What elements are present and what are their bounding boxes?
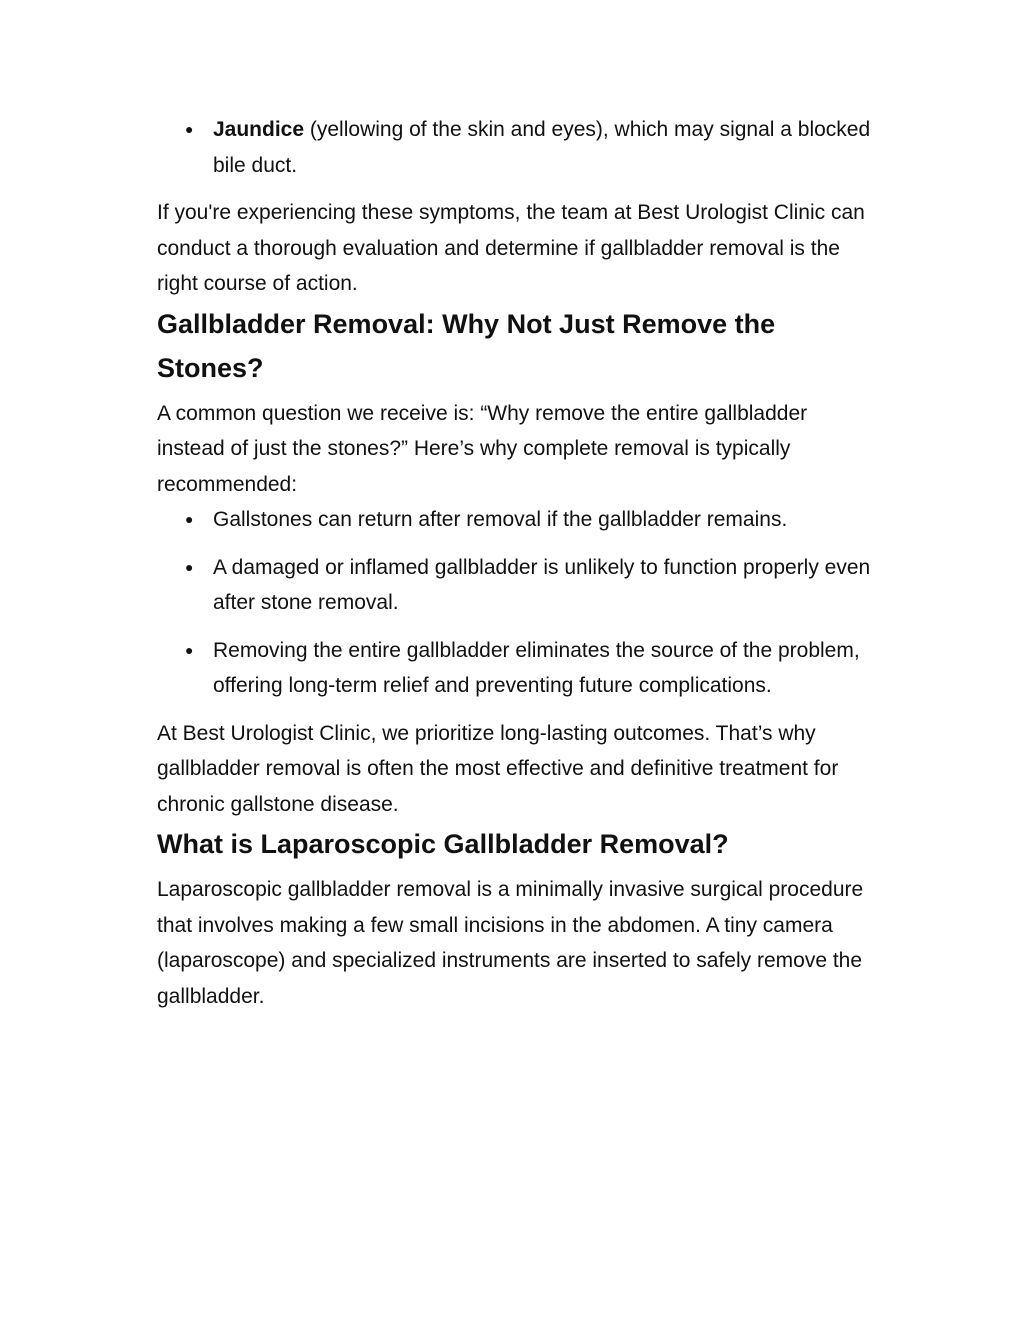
list-item [157, 633, 877, 704]
list-item-text: A damaged or inflamed gallbladder is unlikely to function properly even after stone removal. [213, 555, 871, 614]
reasons-list [157, 502, 877, 704]
section-outro-paragraph: At Best Urologist Clinic, we prioritize long-lasting outcomes. That’s why gallbladder removal is often the most effective and definitive treatment for chronic gallstone disease. [157, 721, 839, 816]
list-item [157, 550, 877, 621]
bullet-icon: ● [185, 558, 194, 575]
list-item [157, 502, 877, 538]
section-intro-paragraph: A common question we receive is: “Why remove the entire gallbladder instead of just the stones?” Here’s why complete removal is typically recommended: [157, 401, 808, 496]
section-heading-laparoscopic-removal: What is Laparoscopic Gallbladder Removal? [157, 829, 729, 859]
list-item-bold-term: Jaundice [213, 118, 305, 141]
list-item-text: Gallstones can return after removal if the gallbladder remains. [213, 508, 788, 531]
evaluation-paragraph: If you're experiencing these symptoms, the team at Best Urologist Clinic can conduct a thorough evaluation and determine if gallbladder removal is the right course of action. [157, 201, 865, 295]
list-item-text: Removing the entire gallbladder eliminates the source of the problem, offering long-term relief and preventing future complications. [213, 638, 860, 697]
list-item-text: (yellowing of the skin and eyes), which may signal a blocked bile duct. [213, 118, 871, 177]
bullet-icon: ● [185, 641, 194, 658]
document-page [157, 112, 877, 1014]
symptom-list [157, 112, 877, 183]
list-item [157, 112, 877, 183]
bullet-icon: ● [185, 121, 194, 137]
laparoscopic-paragraph: Laparoscopic gallbladder removal is a minimally invasive surgical procedure that involves making a few small incisions in the abdomen. A tiny camera (laparoscope) and specialized instruments are inserted to safely remove the gallbladder. [157, 878, 864, 1008]
bullet-icon: ● [185, 511, 194, 527]
section-heading-why-not-remove-stones: Gallbladder Removal: Why Not Just Remove the Stones? [157, 308, 776, 383]
